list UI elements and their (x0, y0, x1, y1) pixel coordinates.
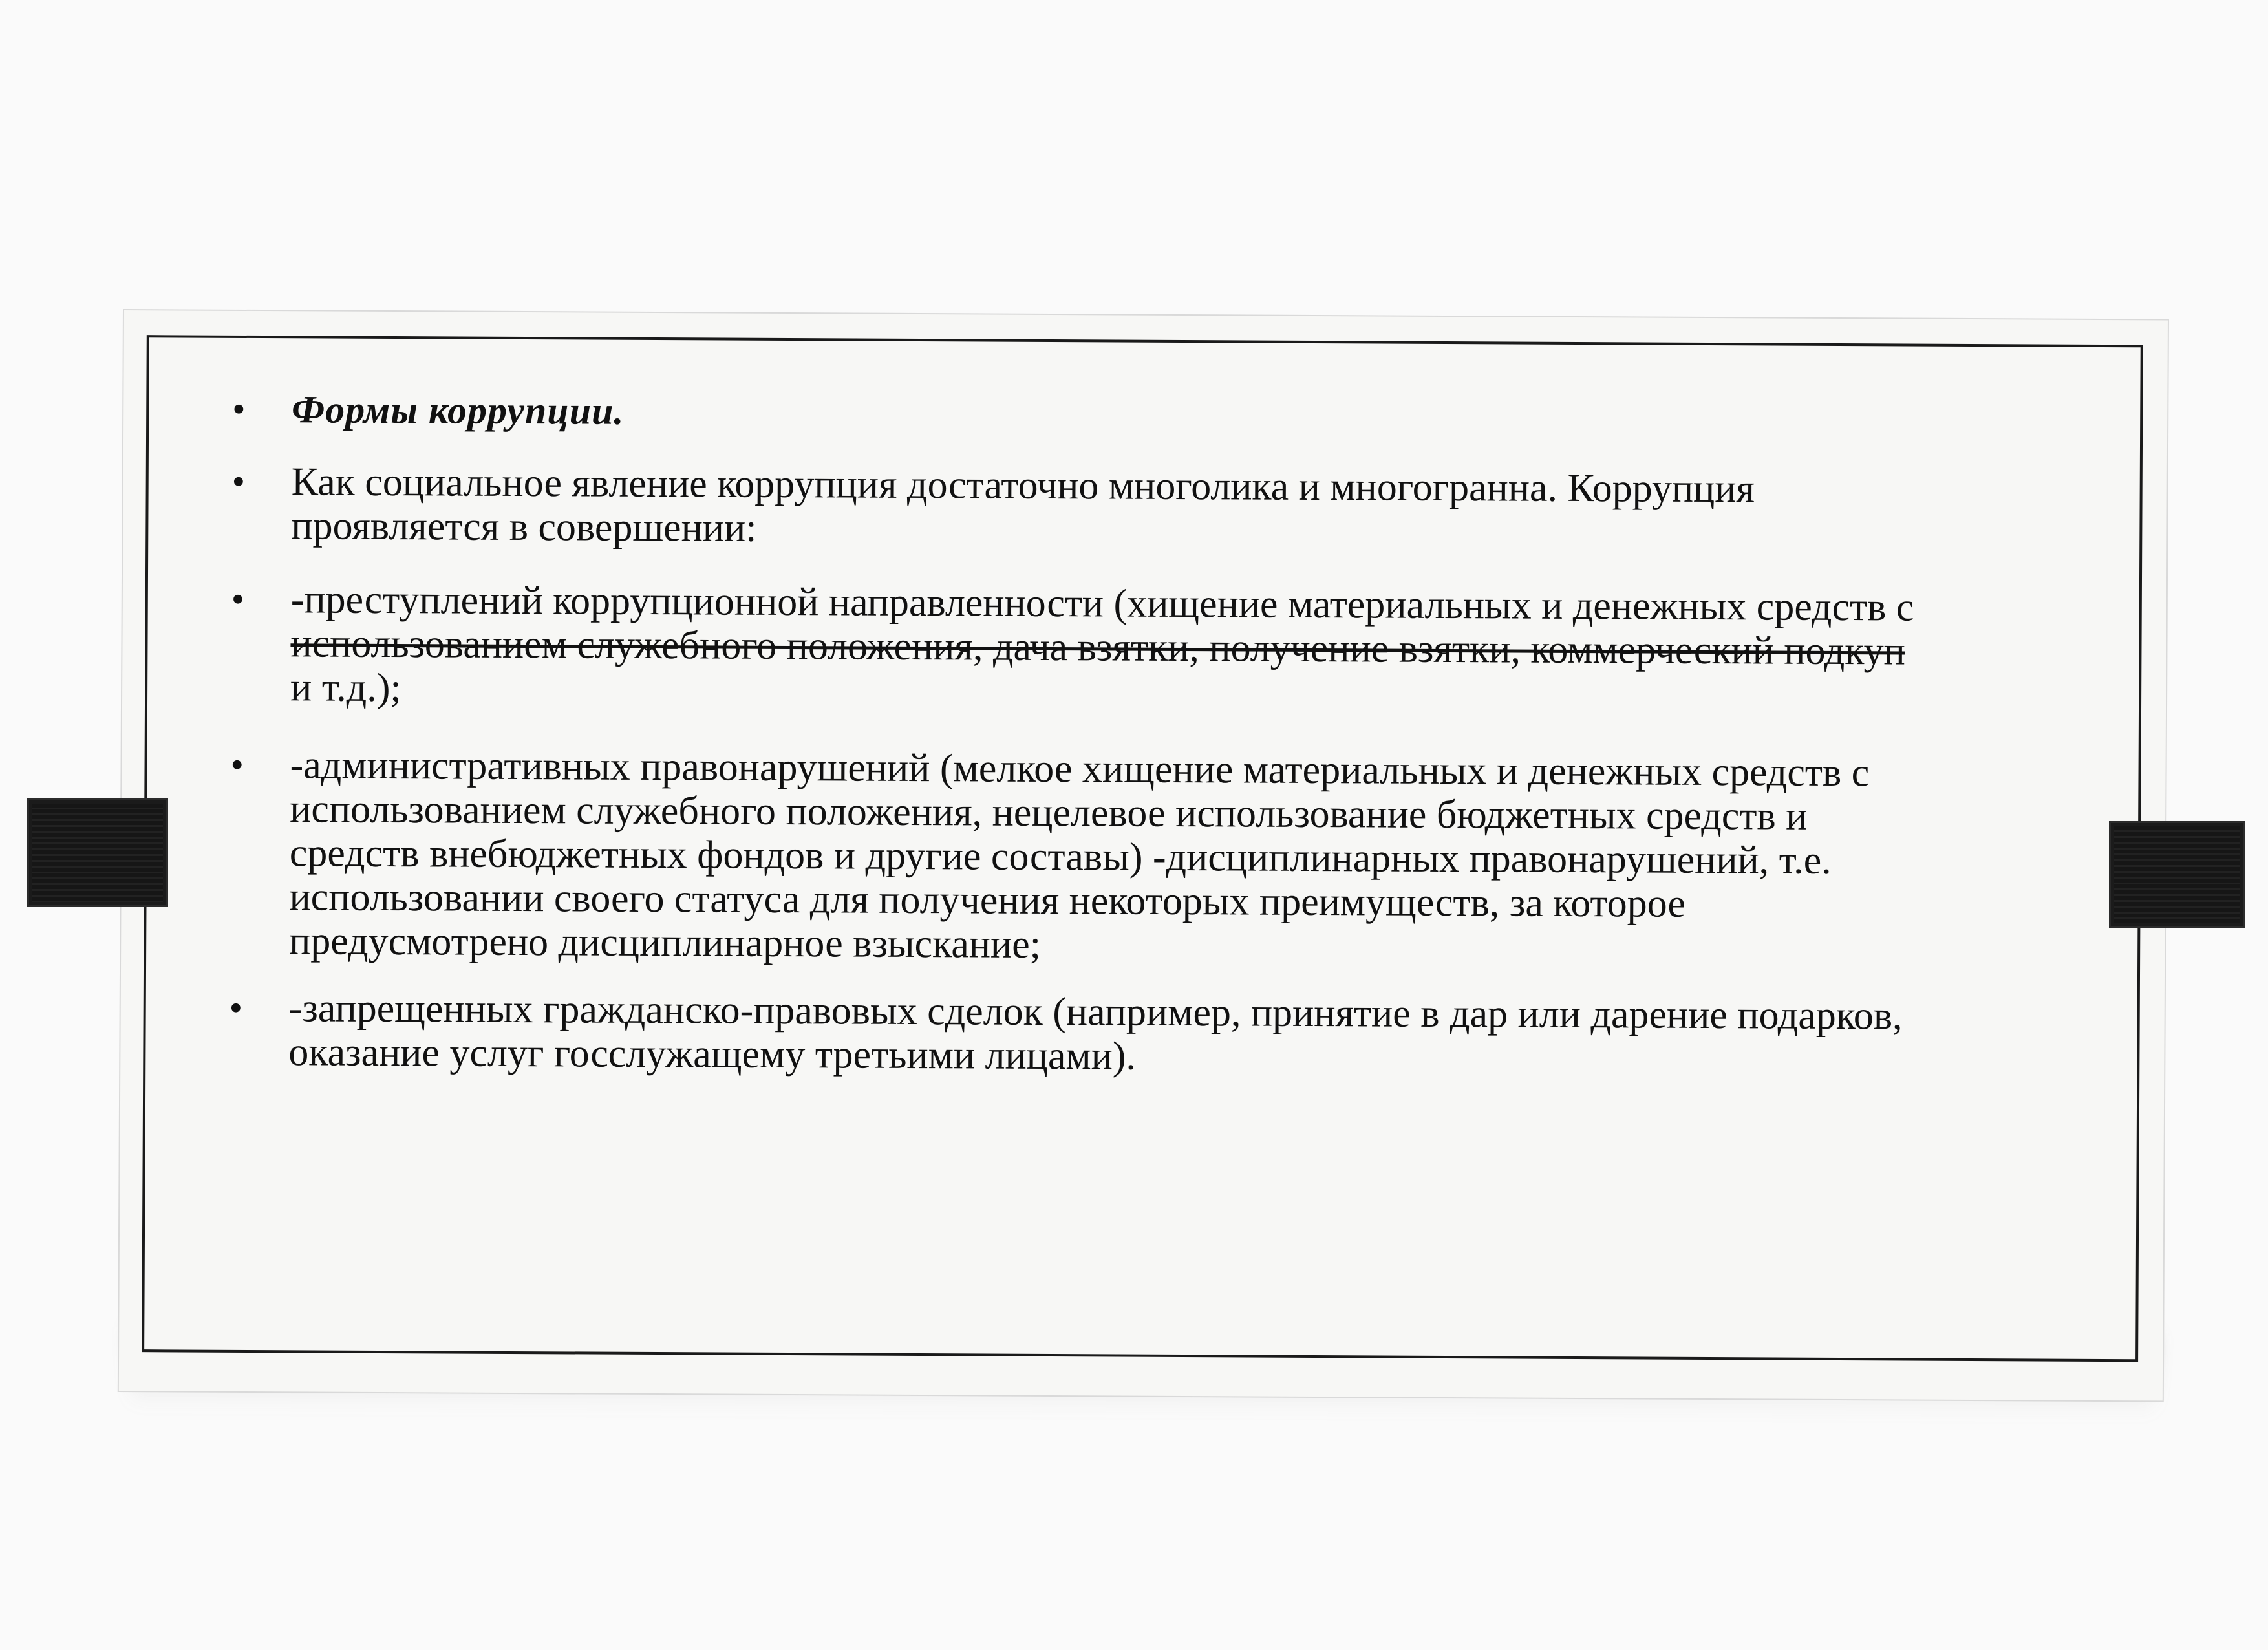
bullet-crimes (231, 577, 2119, 718)
crimes-line-1: • -преступлений коррупционной направленности (хищение материальных и денежных средств с (290, 577, 1914, 630)
deals-line-2: оказание услуг госслужащему третьими лицами). (288, 1030, 1137, 1078)
intro-line-1: • Как социальное явление коррупция достаточно многолика и многогранна. Коррупция (291, 460, 1755, 511)
bullet-administrative (230, 743, 2119, 972)
bullet-title (232, 387, 2120, 440)
bullet-intro (231, 460, 2120, 557)
admin-line-1: • -административных правонарушений (мелкое хищение материальных и денежных средств с (290, 743, 1870, 795)
crimes-line-3: и т.д.); (290, 665, 401, 711)
right-binder-clip (2109, 821, 2245, 928)
left-binder-clip (27, 798, 168, 907)
deals-line-1: • -запрещенных гражданско-правовых сделок (например, принятие в дар или дарение подарков, (288, 986, 1903, 1038)
bullet-civil-deals (229, 986, 2117, 1083)
admin-line-5: предусмотрено дисциплинарное взыскание; (289, 919, 1042, 967)
slide-content (229, 387, 2120, 1083)
intro-line-2: проявляется в совершении: (291, 504, 757, 550)
admin-line-2: использованием служебного положения, нецелевое использование бюджетных средств и (290, 787, 1808, 839)
admin-line-3: средств внебюджетных фондов и другие составы) -дисциплинарных правонарушений, т.е. (289, 831, 1832, 883)
right-clip-texture (2114, 826, 2240, 923)
printed-slide (118, 309, 2169, 1402)
admin-line-4: использовании своего статуса для получения некоторых преимуществ, за которое (289, 875, 1686, 926)
slide-title: Формы коррупции. (292, 388, 625, 433)
crimes-line-2-struck: использованием служебного положения, дача взятки, получение взятки, коммерческий подкуп (290, 621, 1905, 674)
left-clip-texture (32, 804, 163, 902)
